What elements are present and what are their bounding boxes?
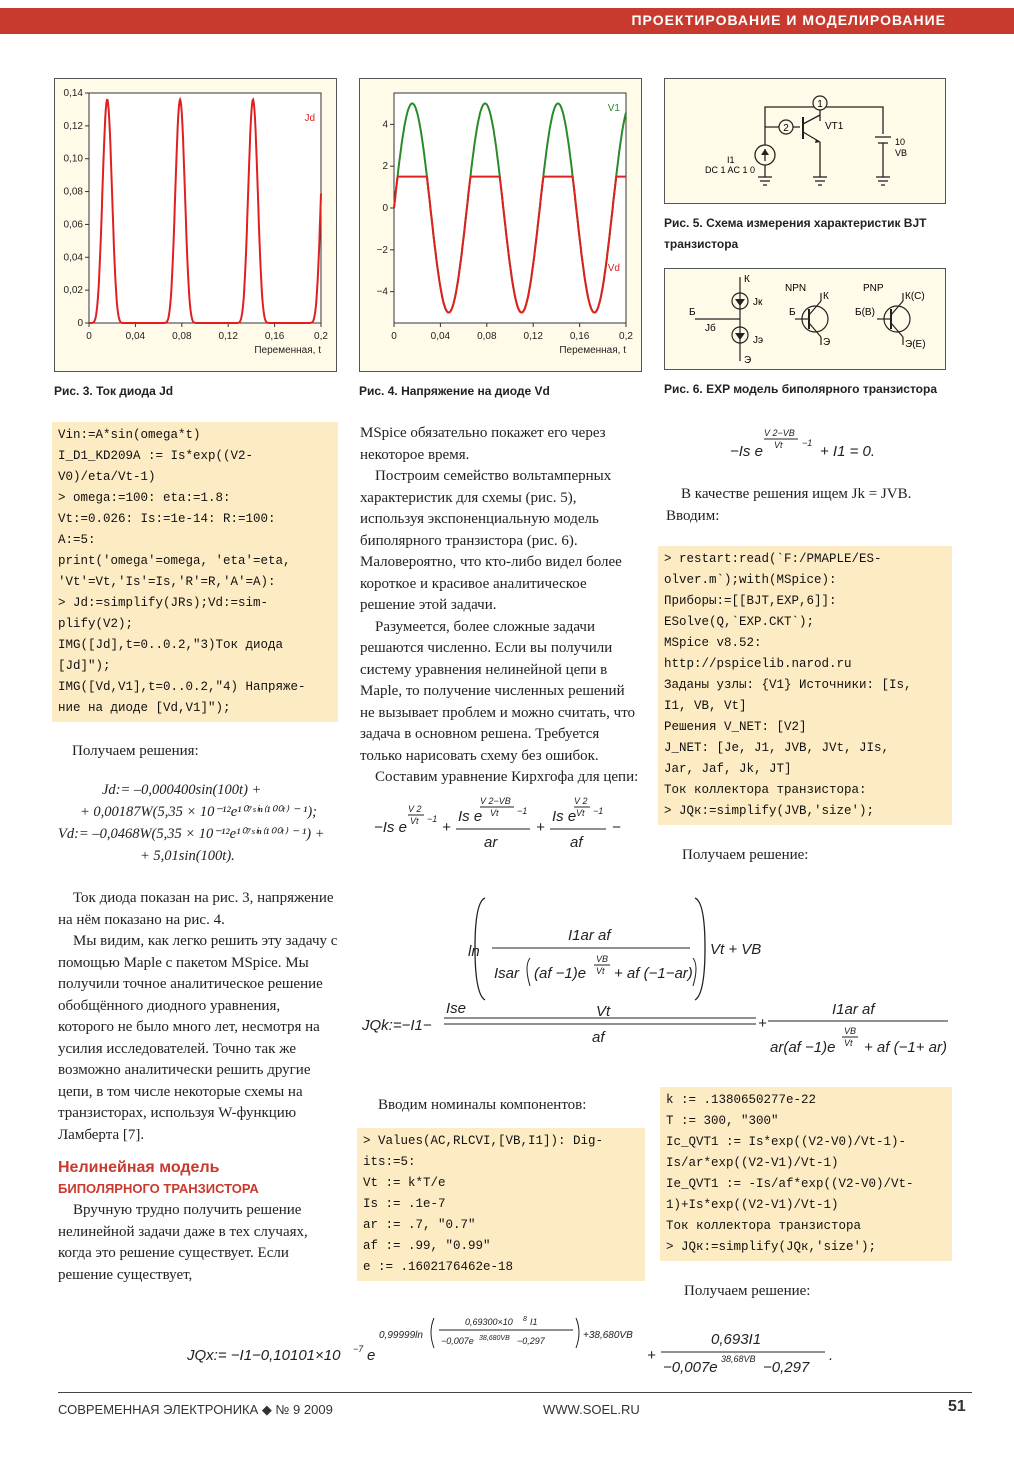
svg-text:−0,007e: −0,007e xyxy=(441,1336,474,1346)
paragraph: Разумеется, более сложные задачи решаются численно. Если вы получили систему уравнения нелинейной цепи в Maple, то получение численных решений не вызывает проблем и можно считать, что задача в основном решена. Требуется только нарисовать схему без ошибок. xyxy=(360,618,636,764)
code-line: > Jd:=simplify(JRs);Vd:=sim- xyxy=(58,596,269,610)
svg-text:V 2−VB: V 2−VB xyxy=(764,428,795,438)
x-tick-label: 0,08 xyxy=(172,331,192,342)
x-axis-label: Переменная, t xyxy=(254,345,321,356)
y-tick-label: 0 xyxy=(382,203,388,214)
svg-text:Vt: Vt xyxy=(844,1038,853,1048)
svg-text:−Is e: −Is e xyxy=(374,819,407,836)
get-solution-label: Получаем решение: xyxy=(682,847,809,863)
svg-text:−1: −1 xyxy=(427,814,438,824)
x-tick-label: 0,08 xyxy=(477,331,497,342)
model-k-label: К xyxy=(744,274,750,285)
paragraph: Мы видим, как легко решить эту задачу с помощью Maple с пакетом MSpice. Мы получили точное аналитическое решение обобщённого диодного уравнения, которого не было много лет, несмотря на усилия исследователей. Точно так же возможно аналитически решить другие цепи, в том числе некоторые схемы на транзисторах, используя W-функцию Ламберта [7]. xyxy=(58,933,338,1143)
code-line: IMG([Vd,V1],t=0..0.2,"4) Напряже- xyxy=(58,680,306,694)
x-tick-label: 0,04 xyxy=(125,331,146,342)
svg-text:JQx:= −I1−0,10101×10: JQx:= −I1−0,10101×10 xyxy=(187,1347,341,1364)
vd-formula-line1: Vd:= –0,0468W(5,35 × 10⁻¹²e¹⁰⁷ˢⁱⁿ⁽¹⁰⁰ᵗ⁾ ⁻ ¹) + xyxy=(58,826,325,842)
y-tick-label: 0 xyxy=(77,318,83,329)
maple-code-3 xyxy=(357,1128,645,1281)
pnp-kc-label: К(С) xyxy=(905,291,925,302)
source-label: I1 xyxy=(727,155,735,165)
svg-text:Vt: Vt xyxy=(596,1003,611,1020)
figure-5-box xyxy=(664,78,946,204)
code-line: k := .1380650277e-22 xyxy=(666,1093,817,1107)
section-title-line2: БИПОЛЯРНОГО ТРАНЗИСТОРА xyxy=(58,1181,259,1196)
figure-4-box xyxy=(359,78,642,372)
col3-solution-text xyxy=(666,484,948,527)
model-e-label: Э xyxy=(744,355,752,366)
svg-text:Isar: Isar xyxy=(494,965,520,982)
svg-text:+: + xyxy=(758,1015,767,1032)
svg-text:V 2−VB: V 2−VB xyxy=(480,796,511,806)
paragraph: Ток диода показан на рис. 3, напряжение на нём показано на рис. 4. xyxy=(58,890,334,928)
svg-text:ln: ln xyxy=(468,943,480,960)
y-tick-label: 0,12 xyxy=(63,120,83,132)
plot-area xyxy=(394,93,626,323)
svg-text:V 2: V 2 xyxy=(574,796,588,806)
svg-text:+: + xyxy=(647,1347,656,1364)
legend-vd: Vd xyxy=(607,263,620,274)
code-line: http://pspicelib.narod.ru xyxy=(664,657,852,671)
y-tick-label: 0,02 xyxy=(63,285,83,297)
figure-6-schematic xyxy=(665,269,945,369)
section-title-line1: Нелинейная модель xyxy=(58,1159,220,1176)
svg-text:−Is e: −Is e xyxy=(730,443,763,460)
code-line: > JQк:=simplify(JVB,'size'); xyxy=(664,804,875,818)
code-line: Vt := k*T/e xyxy=(363,1176,446,1190)
vd-formula-line2: + 5,01sin(100t). xyxy=(140,848,235,864)
svg-text:Ise: Ise xyxy=(446,1000,467,1017)
code-line: plify(V2); xyxy=(58,617,134,631)
svg-text:38,680VB: 38,680VB xyxy=(479,1335,510,1342)
svg-text:af: af xyxy=(570,834,583,851)
pnp-ee-label: Э(Е) xyxy=(905,339,926,350)
pnp-bb-label: Б(В) xyxy=(855,307,875,318)
x-tick-label: 0 xyxy=(86,331,92,342)
svg-text:+ af (−1+ ar): + af (−1+ ar) xyxy=(864,1039,947,1056)
paragraph: Построим семейство вольтамперных характеристик для схемы (рис. 5), используя экспоненциальную модель биполярного транзистора (рис. 6). Маловероятно, что кто-либо видел более короткое и красивое аналитическое решение этой задачи. xyxy=(360,468,622,613)
code-line: print('omega'=omega, 'eta'=eta, xyxy=(58,554,291,568)
code-line: I_D1_KD209A := Is*exp((V2- xyxy=(58,449,254,463)
npn-k-label: К xyxy=(823,291,829,302)
svg-text:VB: VB xyxy=(596,954,609,964)
transistor-collector xyxy=(803,115,820,124)
svg-text:+: + xyxy=(442,819,451,836)
svg-text:Vt: Vt xyxy=(410,816,419,826)
maple-code-2 xyxy=(658,546,952,825)
svg-text:38,68VB: 38,68VB xyxy=(721,1354,756,1364)
code-line: Ie_QVT1 := -Is/af*exp((V2-V0)/Vt- xyxy=(666,1177,914,1191)
y-tick-label: 2 xyxy=(382,161,388,173)
model-je-label: Jэ xyxy=(753,335,764,346)
nominals-label: Вводим номиналы компонентов: xyxy=(378,1097,587,1113)
code-line: its:=5: xyxy=(363,1155,416,1169)
svg-text:Vt: Vt xyxy=(490,808,499,818)
jd-formula-line1: Jd:= –0,000400sin(100t) + xyxy=(102,782,262,798)
svg-text:VB: VB xyxy=(844,1026,857,1036)
svg-text:−1: −1 xyxy=(593,806,604,816)
npn-b-label: Б xyxy=(789,307,796,318)
x-tick-label: 0,2 xyxy=(314,331,328,342)
x-tick-label: 0 xyxy=(391,331,397,342)
paragraph: MSpice обязательно покажет его через некоторое время. xyxy=(360,425,606,463)
figure-3-caption: Рис. 3. Ток диода Jd xyxy=(54,384,174,398)
code-line: Ток коллектора транзистора xyxy=(666,1219,862,1233)
svg-text:I1ar af: I1ar af xyxy=(832,1001,875,1018)
code-line: Заданы узлы: {V1} Источники: [Is, xyxy=(664,678,912,692)
code-line: A:=5: xyxy=(58,533,96,547)
col2-text xyxy=(360,423,642,789)
svg-text:+: + xyxy=(536,819,545,836)
paragraph: Составим уравнение Кирхгофа для цепи: xyxy=(375,769,639,785)
running-header: ПРОЕКТИРОВАНИЕ И МОДЕЛИРОВАНИЕ xyxy=(631,12,946,28)
svg-text:e: e xyxy=(367,1347,376,1364)
svg-text:0,69300×10: 0,69300×10 xyxy=(465,1317,513,1327)
x-tick-label: 0,04 xyxy=(430,331,451,342)
x-tick-label: 0,16 xyxy=(569,331,590,342)
code-line: J_NET: [Je, J1, JVB, JVt, JIs, xyxy=(664,741,890,755)
svg-text:+ af (−1−ar): + af (−1−ar) xyxy=(614,965,693,982)
svg-text:ar(af −1)e: ar(af −1)e xyxy=(770,1039,836,1056)
figure-3-chart xyxy=(55,79,336,371)
code-line: Is/ar*exp((V2-V1)/Vt-1) xyxy=(666,1156,839,1170)
figure-4-caption: Рис. 4. Напряжение на диоде Vd xyxy=(359,384,550,398)
y-tick-label: 0,08 xyxy=(63,186,83,198)
code-line: Ток коллектора транзистора: xyxy=(664,783,867,797)
code-line: olver.m`);with(MSpice): xyxy=(664,573,837,587)
code-line: ar := .7, "0.7" xyxy=(363,1218,476,1232)
code-line: V0)/eta/Vt-1) xyxy=(58,470,156,484)
svg-text:−: − xyxy=(612,819,621,836)
code-line: e := .1602176462e-18 xyxy=(363,1260,514,1274)
model-b-label: Б xyxy=(689,307,696,318)
col1-text-2 xyxy=(58,1200,338,1286)
figure-5-caption: Рис. 5. Схема измерения характеристик BJT транзистора xyxy=(664,216,927,251)
x-axis-label: Переменная, t xyxy=(559,345,626,356)
code-line: 'Vt'=Vt,'Is'=Is,'R'=R,'A'=A): xyxy=(58,575,276,589)
svg-text:Vt: Vt xyxy=(596,966,605,976)
y-tick-label: 0,06 xyxy=(63,219,83,231)
figure-4-chart xyxy=(360,79,641,371)
jqk-formula xyxy=(360,896,960,1066)
code-line: > restart:read(`F:/PMAPLE/ES- xyxy=(664,552,882,566)
code-line: Jar, Jaf, Jk, JT] xyxy=(664,762,792,776)
code-line: > JQк:=simplify(JQк,'size'); xyxy=(666,1240,877,1254)
svg-text:+ I1 = 0.: + I1 = 0. xyxy=(820,443,876,460)
svg-text:−1: −1 xyxy=(802,438,813,448)
code-line: af := .99, "0.99" xyxy=(363,1239,491,1253)
get-solution-label-2: Получаем решение: xyxy=(684,1283,811,1299)
x-tick-label: 0,12 xyxy=(523,331,543,342)
svg-text:−7: −7 xyxy=(353,1344,364,1354)
node-2-label: 2 xyxy=(783,123,789,134)
kirchhoff-equation xyxy=(360,792,650,852)
svg-text:V 2: V 2 xyxy=(408,804,422,814)
figure-6-box xyxy=(664,268,946,370)
svg-text:−0,297: −0,297 xyxy=(763,1359,810,1376)
footer-journal: СОВРЕМЕННАЯ ЭЛЕКТРОНИКА ◆ № 9 2009 xyxy=(58,1402,333,1417)
svg-text:Vt + VB: Vt + VB xyxy=(710,941,762,958)
solutions-label: Получаем решения: xyxy=(72,743,199,759)
svg-text:−0,297: −0,297 xyxy=(517,1336,545,1346)
svg-text:8: 8 xyxy=(523,1316,527,1323)
svg-text:ar: ar xyxy=(484,834,498,851)
y-tick-label: 4 xyxy=(382,119,388,131)
svg-text:Vt: Vt xyxy=(774,440,783,450)
code-line: [Jd]"); xyxy=(58,659,111,673)
svg-text:−0,007e: −0,007e xyxy=(663,1359,718,1376)
code-line: > omega:=100: eta:=1.8: xyxy=(58,491,231,505)
svg-text:I1ar af: I1ar af xyxy=(568,927,611,944)
code-line: ние на диоде [Vd,V1]"); xyxy=(58,701,231,715)
paragraph: В качестве решения ищем Jk = JVB. Вводим: xyxy=(666,486,912,524)
code-line: MSpice v8.52: xyxy=(664,636,762,650)
source-spec: DC 1 AC 1 0 xyxy=(705,165,756,175)
y-tick-label: −4 xyxy=(376,286,388,298)
jd-formula-line2: + 0,00187W(5,35 × 10⁻¹²e¹⁰⁷ˢⁱⁿ⁽¹⁰⁰ᵗ⁾ ⁻ ¹); xyxy=(80,804,317,820)
x-tick-label: 0,12 xyxy=(218,331,238,342)
code-line: Vt:=0.026: Is:=1e-14: R:=100: xyxy=(58,512,276,526)
code-line: 1)+Is*exp((V2-V1)/Vt-1) xyxy=(666,1198,839,1212)
model-jb-label: Jб xyxy=(705,323,716,334)
svg-text:I1: I1 xyxy=(530,1317,538,1327)
svg-text:JQk:=−I1−: JQk:=−I1− xyxy=(362,1017,432,1034)
npn-label: NPN xyxy=(785,283,807,294)
code-line: T := 300, "300" xyxy=(666,1114,779,1128)
svg-text:af: af xyxy=(592,1029,605,1046)
paragraph: Вручную трудно получить решение нелинейной задачи даже в тех случаях, когда это решение существует. Если решение существует, xyxy=(58,1202,308,1283)
code-line: IMG([Jd],t=0..0.2,"3)Ток диода xyxy=(58,638,284,652)
code-line: Is := .1e-7 xyxy=(363,1197,446,1211)
code-line: I1, VB, Vt] xyxy=(664,699,747,713)
footer-url: WWW.SOEL.RU xyxy=(543,1402,640,1417)
legend-v1: V1 xyxy=(607,103,620,114)
code-line: ESolve(Q,`EXP.CKT`); xyxy=(664,615,815,629)
y-tick-label: 0,14 xyxy=(63,88,83,99)
code-line: Решения V_NET: [V2] xyxy=(664,720,807,734)
jqx-formula xyxy=(185,1310,845,1380)
vsource-name: VB xyxy=(895,148,908,158)
svg-text:Is e: Is e xyxy=(552,808,577,825)
figure-5-schematic xyxy=(665,79,945,203)
pnp-label: PNP xyxy=(863,283,884,294)
npn-e-label: Э xyxy=(823,337,831,348)
code-line: Ic_QVT1 := Is*exp((V2-V0)/Vt-1)- xyxy=(666,1135,907,1149)
x-tick-label: 0,2 xyxy=(619,331,633,342)
kirchhoff-equation-end xyxy=(726,424,906,464)
legend-jd: Jd xyxy=(304,113,315,124)
col1-text xyxy=(58,888,338,1146)
maple-code-4 xyxy=(660,1087,952,1261)
code-line: Приборы:=[[BJT,EXP,6]]: xyxy=(664,594,837,608)
plot-area xyxy=(89,93,321,323)
x-tick-label: 0,16 xyxy=(264,331,285,342)
maple-code-1 xyxy=(52,422,338,722)
y-tick-label: 0,10 xyxy=(63,153,83,165)
code-line: Vin:=A*sin(omega*t) xyxy=(58,428,201,442)
svg-text:0,693I1: 0,693I1 xyxy=(711,1331,762,1348)
code-line: > Values(AC,RLCVI,[VB,I1]): Dig- xyxy=(363,1134,604,1148)
svg-text:Is e: Is e xyxy=(458,808,483,825)
vsource-value: 10 xyxy=(895,137,906,147)
svg-text:0,99999ln: 0,99999ln xyxy=(379,1330,423,1341)
svg-text:+38,680VB: +38,680VB xyxy=(583,1330,633,1341)
svg-text:.: . xyxy=(829,1347,834,1364)
y-tick-label: 0,04 xyxy=(63,252,83,264)
footer-rule xyxy=(58,1392,972,1393)
svg-text:(af −1)e: (af −1)e xyxy=(534,965,587,982)
transistor-label: VT1 xyxy=(825,121,844,132)
figure-6-caption: Рис. 6. EXP модель биполярного транзистора xyxy=(664,382,938,396)
svg-text:−1: −1 xyxy=(517,806,528,816)
page-number: 51 xyxy=(948,1398,966,1415)
svg-text:Vt: Vt xyxy=(576,808,585,818)
figure-3-box xyxy=(54,78,337,372)
model-jk-label: Jк xyxy=(753,297,763,308)
node-1-label: 1 xyxy=(817,99,823,110)
y-tick-label: −2 xyxy=(376,244,388,256)
